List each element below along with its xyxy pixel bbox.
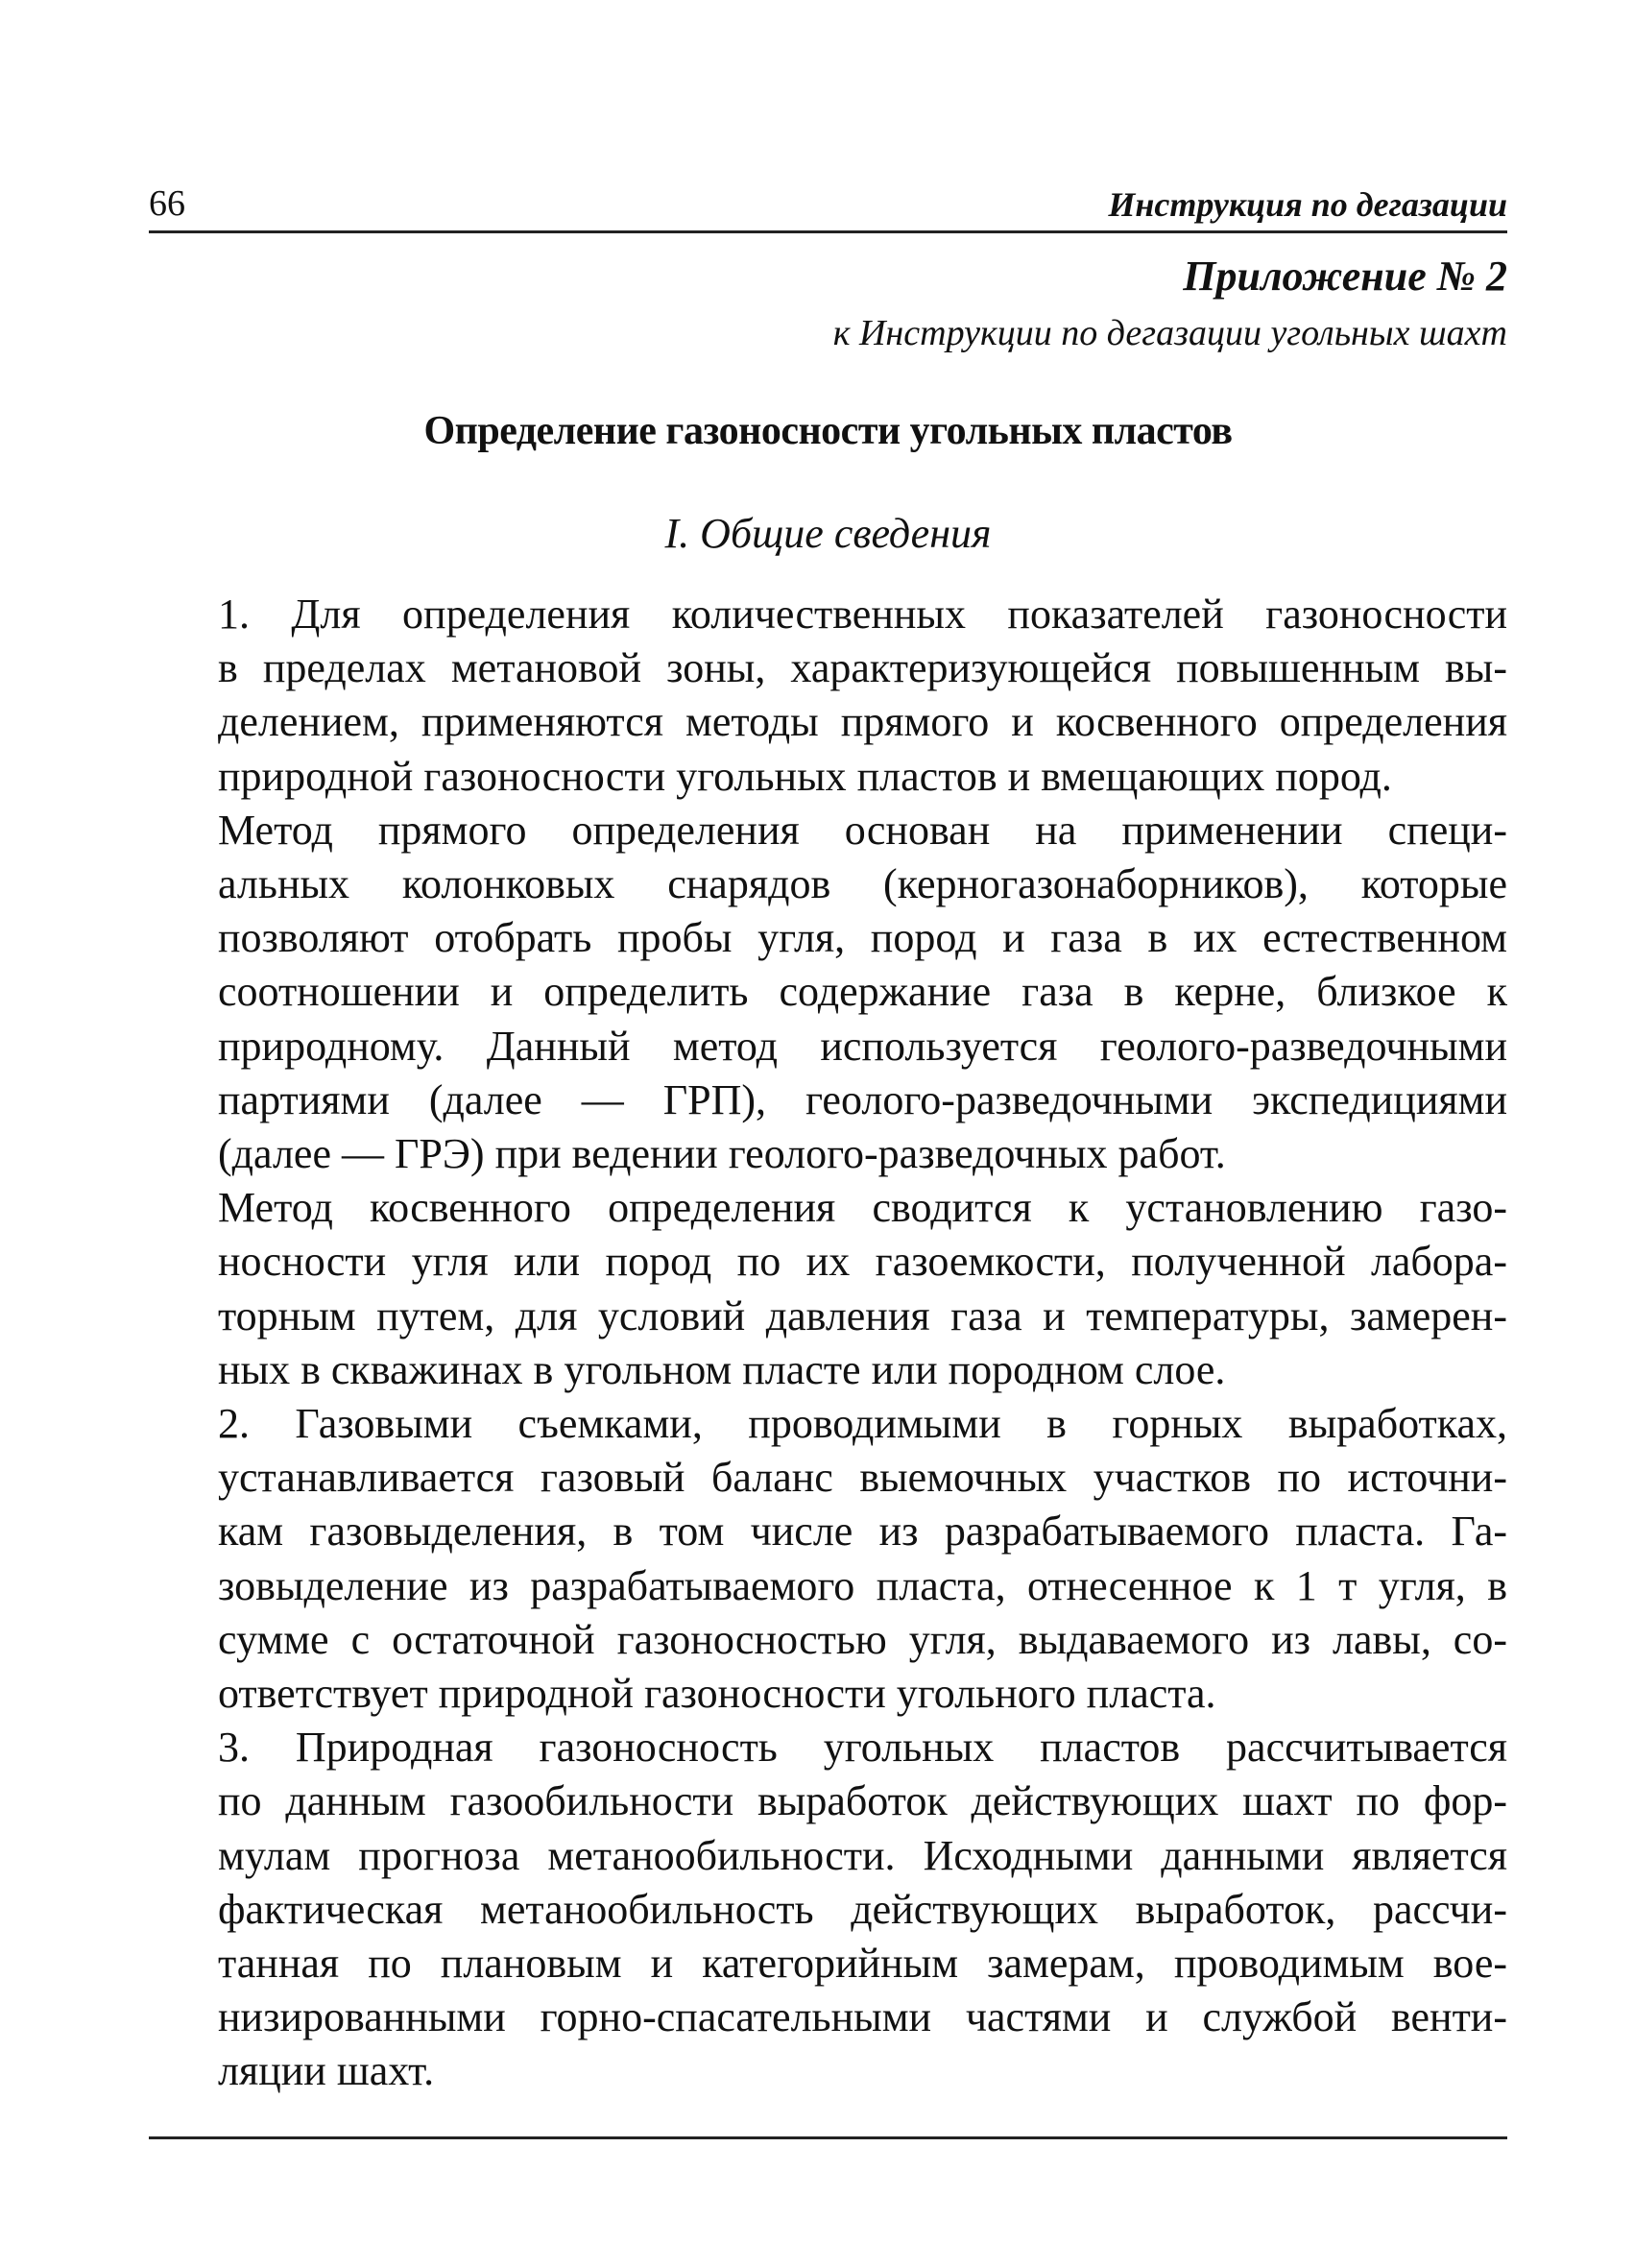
body-paragraph	[149, 1397, 1507, 1721]
paragraph-line: делением, применяются методы прямого и косвенного определения	[218, 698, 1507, 746]
paragraph-line: по данным газообильности выработок действующих шахт по фор-	[218, 1777, 1507, 1825]
paragraph-line: в пределах метановой зоны, характеризующейся повышенным вы-	[218, 644, 1507, 692]
appendix-subtitle: к Инструкции по дегазации угольных шахт	[832, 313, 1507, 353]
page-number: 66	[149, 183, 185, 224]
paragraph-line: устанавливается газовый баланс выемочных участков по источни-	[218, 1454, 1507, 1502]
paragraph-line: кам газовыделения, в том числе из разрабатываемого пласта. Га-	[218, 1508, 1507, 1556]
paragraph-line: торным путем, для условий давления газа и температуры, замерен-	[218, 1291, 1507, 1339]
document-title: Определение газоносности угольных пластов	[423, 409, 1233, 453]
paragraph-line: партиями (далее — ГРП), геолого-разведочными экспедициями	[218, 1075, 1507, 1123]
paragraph-line: ответствует природной газоносности угольного пласта.	[218, 1670, 1216, 1718]
paragraph-line: позволяют отобрать пробы угля, пород и газа в их естественном	[218, 914, 1507, 962]
paragraph-line: 1. Для определения количественных показателей газоносности	[218, 591, 1507, 638]
body-paragraph	[149, 588, 1507, 804]
paragraph-line: Метод прямого определения основан на применении специ-	[218, 806, 1507, 854]
body-paragraph	[149, 1721, 1507, 2098]
paragraph-line: фактическая метанообильность действующих выработок, рассчи-	[218, 1885, 1507, 1933]
paragraph-line: природному. Данный метод используется геолого-разведочными	[218, 1022, 1507, 1070]
paragraph-line: соотношении и определить содержание газа в керне, близкое к	[218, 968, 1507, 1016]
paragraph-line: ных в скважинах в угольном пласте или породном слое.	[218, 1345, 1226, 1393]
paragraph-line: природной газоносности угольных пластов и вмещающих пород.	[218, 752, 1392, 800]
paragraph-line: Метод косвенного определения сводится к установлению газо-	[218, 1184, 1507, 1232]
paragraph-line: (далее — ГРЭ) при ведении геолого-разведочных работ.	[218, 1130, 1226, 1178]
paragraph-line: низированными горно-спасательными частями и службой венти-	[218, 1993, 1507, 2041]
paragraph-line: зовыделение из разрабатываемого пласта, отнесенное к 1 т угля, в	[218, 1561, 1507, 1609]
paragraph-line: ляции шахт.	[218, 2047, 435, 2095]
document-body	[149, 588, 1507, 2099]
paragraph-line: сумме с остаточной газоносностью угля, выдаваемого из лавы, со-	[218, 1615, 1507, 1663]
section-title: I. Общие сведения	[664, 510, 992, 557]
body-paragraph	[149, 1181, 1507, 1397]
paragraph-line: 3. Природная газоносность угольных пластов рассчитывается	[218, 1724, 1507, 1772]
appendix-title: Приложение № 2	[1183, 253, 1507, 300]
running-header	[149, 173, 1507, 233]
running-header-title: Инструкция по дегазации	[1108, 185, 1507, 224]
bottom-rule	[149, 2136, 1507, 2139]
paragraph-line: носности угля или пород по их газоемкости, полученной лабора-	[218, 1238, 1507, 1286]
paragraph-line: альных колонковых снарядов (керногазонаборников), которые	[218, 860, 1507, 908]
paragraph-line: мулам прогноза метанообильности. Исходными данными является	[218, 1831, 1507, 1879]
paragraph-line: танная по плановым и категорийным замерам, проводимым вое-	[218, 1940, 1507, 1988]
body-paragraph	[149, 804, 1507, 1181]
paragraph-line: 2. Газовыми съемками, проводимыми в горных выработках,	[218, 1400, 1507, 1448]
